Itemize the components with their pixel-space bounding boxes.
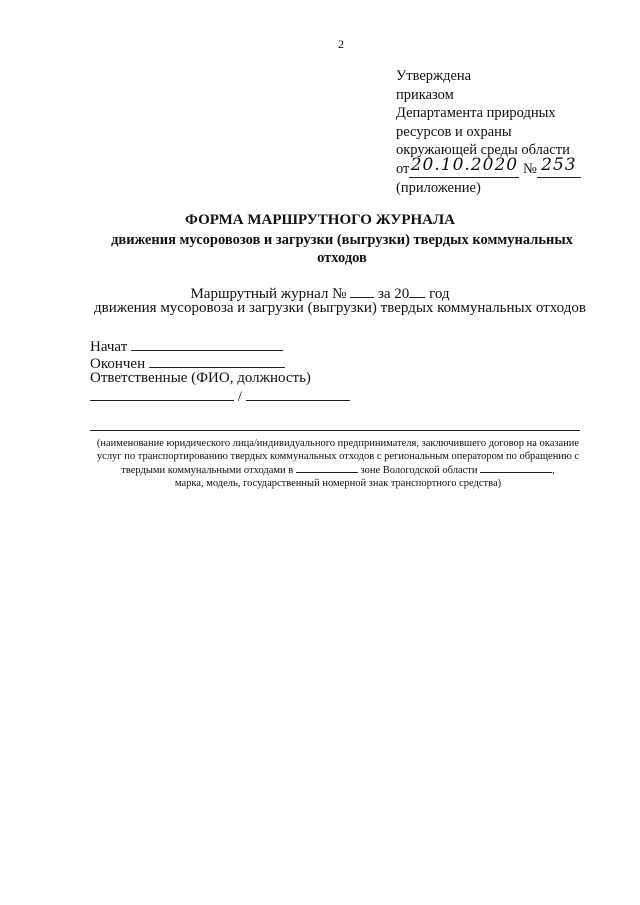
caption-text: зоне Вологодской области <box>360 465 478 476</box>
date-field <box>409 154 519 178</box>
caption-line <box>88 463 588 477</box>
organization-blank-line[interactable] <box>90 430 580 431</box>
journal-year-blank[interactable] <box>409 283 425 298</box>
responsible-row <box>90 386 350 406</box>
handwritten-number: 253 <box>541 154 577 175</box>
approval-line: приказом <box>396 86 454 103</box>
journal-middle: за 20 <box>377 286 410 302</box>
date-prefix: от <box>396 160 410 177</box>
form-title: ФОРМА МАРШРУТНОГО ЖУРНАЛА <box>185 212 455 228</box>
responsible-label: Ответственные (ФИО, должность) <box>90 370 311 386</box>
approval-date-number <box>396 154 581 179</box>
journal-prefix: Маршрутный журнал № <box>190 286 347 302</box>
journal-number-blank[interactable] <box>350 283 374 298</box>
organization-caption <box>88 437 588 490</box>
caption-blank[interactable] <box>480 463 552 473</box>
journal-suffix: год <box>429 286 450 302</box>
responsible-name-blank[interactable] <box>90 386 234 401</box>
approval-line: ресурсов и охраны <box>396 123 512 140</box>
finished-blank[interactable] <box>149 353 285 368</box>
responsible-position-blank[interactable] <box>246 386 350 401</box>
caption-line: марка, модель, государственный номерной знак транспортного средства) <box>174 478 502 489</box>
approval-line: Утверждена <box>396 68 472 84</box>
number-prefix: № <box>523 160 537 177</box>
finished-label: Окончен <box>90 356 146 372</box>
approval-line: Департамента природных <box>396 105 556 122</box>
caption-line: (наименование юридического лица/индивидуального предпринимателя, заключившего договор на оказание <box>96 438 580 449</box>
number-field <box>537 154 581 178</box>
form-subtitle: движения мусоровозов и загрузки (выгрузки) твердых коммунальных отходов <box>111 232 573 266</box>
approval-block <box>396 67 581 179</box>
appendix-label: (приложение) <box>396 180 481 196</box>
caption-line: услуг по транспортированию твердых коммунальных отходов с региональным оператором по обращению с <box>96 451 580 462</box>
caption-text: , <box>552 465 555 476</box>
approval-line: окружающей среды области <box>396 142 570 159</box>
caption-blank[interactable] <box>296 463 358 473</box>
handwritten-date: 20.10.2020 <box>410 154 519 175</box>
started-label: Начат <box>90 339 128 355</box>
page-number: 2 <box>338 37 344 51</box>
slash-separator: / <box>237 389 242 405</box>
journal-subtitle: движения мусоровоза и загрузки (выгрузки) твердых коммунальных отходов <box>94 300 586 316</box>
caption-text: твердыми коммунальными отходами в <box>121 465 294 476</box>
started-blank[interactable] <box>131 336 283 351</box>
